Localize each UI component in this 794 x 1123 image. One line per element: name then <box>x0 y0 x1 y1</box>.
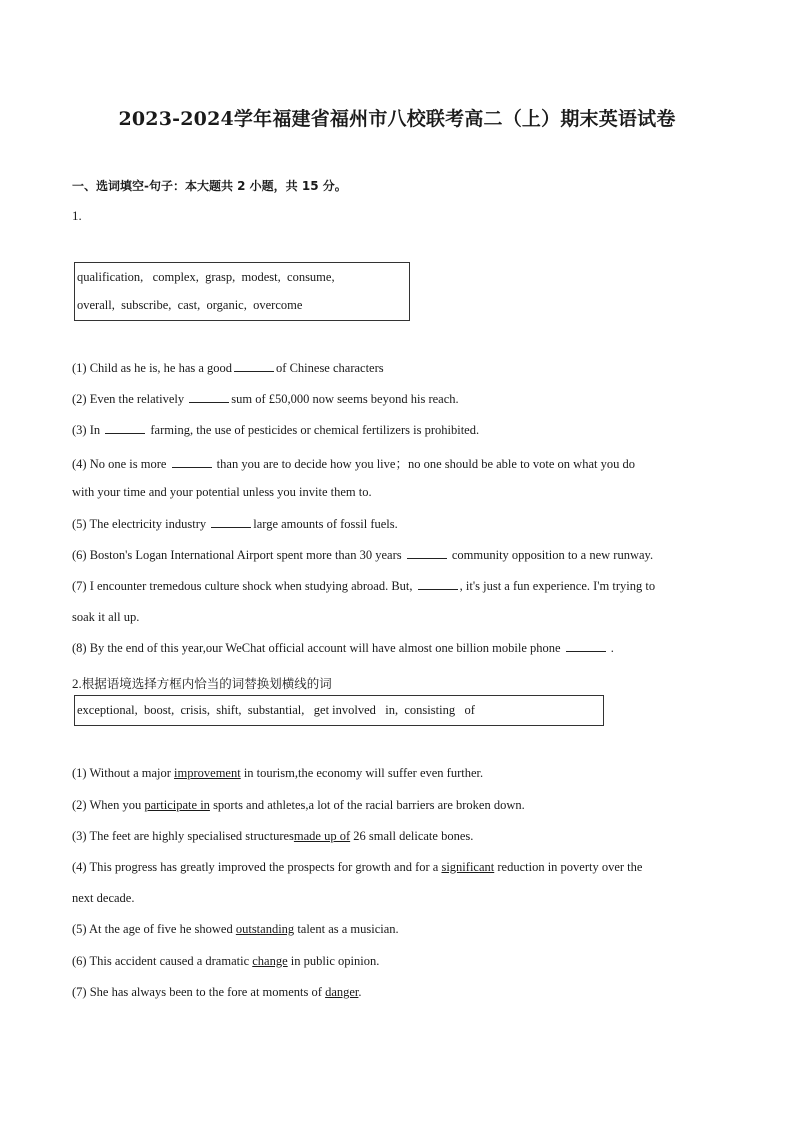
q2-item-5: (5) At the age of five he showed outstanding talent as a musician. <box>72 922 399 936</box>
answer-blank[interactable] <box>172 457 212 468</box>
word-box-1 <box>74 262 410 321</box>
underlined-word: danger <box>325 985 359 999</box>
word-box-1-line-1: qualification, complex, grasp, modest, consume, <box>77 270 335 284</box>
answer-blank[interactable] <box>407 548 447 559</box>
question-number-1: 1. <box>72 208 82 223</box>
q1-item-2: (2) Even the relatively sum of £50,000 now seems beyond his reach. <box>72 392 459 406</box>
page-title: 2023-2024学年福建省福州市八校联考高二（上）期末英语试卷 <box>118 108 676 130</box>
underlined-word: change <box>252 954 288 968</box>
q2-item-4-cont: next decade. <box>72 891 135 905</box>
q1-item-8: (8) By the end of this year,our WeChat official account will have almost one billion mobile phone . <box>72 641 614 655</box>
underlined-word: made up of <box>293 829 351 843</box>
q1-item-7: (7) I encounter tremedous culture shock when studying abroad. But, , it's just a fun experience. I'm trying to <box>72 579 656 593</box>
answer-blank[interactable] <box>418 579 458 590</box>
question-2-header <box>72 674 332 692</box>
section-header: 一、选词填空-句子：本大题共 2 小题，共 15 分。 <box>72 179 347 193</box>
question-number-2: 2. <box>72 676 82 691</box>
underlined-word: improvement <box>174 766 241 780</box>
q1-item-7-cont: soak it all up. <box>72 610 140 624</box>
word-box-2-line: exceptional, boost, crisis, shift, substantial, get involved in, consisting of <box>77 703 475 717</box>
underlined-word: participate in <box>144 798 210 812</box>
answer-blank[interactable] <box>566 641 606 652</box>
q1-item-5: (5) The electricity industry large amounts of fossil fuels. <box>72 517 398 531</box>
q2-item-3: (3) The feet are highly specialised structuresmade up of 26 small delicate bones. <box>72 829 474 843</box>
answer-blank[interactable] <box>189 392 229 403</box>
q2-item-6: (6) This accident caused a dramatic change in public opinion. <box>72 954 380 968</box>
q2-item-2: (2) When you participate in sports and athletes,a lot of the racial barriers are broken down. <box>72 798 525 812</box>
q2-item-4: (4) This progress has greatly improved the prospects for growth and for a significant reduction in poverty over the <box>72 860 643 874</box>
q1-item-4-cont: with your time and your potential unless you invite them to. <box>72 485 372 499</box>
answer-blank[interactable] <box>234 361 274 372</box>
word-box-2 <box>74 695 604 726</box>
q2-item-7: (7) She has always been to the fore at moments of danger. <box>72 985 362 999</box>
q1-item-6: (6) Boston's Logan International Airport spent more than 30 years community opposition to a new runway. <box>72 548 654 562</box>
q2-item-1: (1) Without a major improvement in tourism,the economy will suffer even further. <box>72 766 484 780</box>
underlined-word: significant <box>441 860 495 874</box>
q1-item-3: (3) In farming, the use of pesticides or chemical fertilizers is prohibited. <box>72 423 480 437</box>
q1-item-1: (1) Child as he is, he has a good of Chinese characters <box>72 361 384 375</box>
question-2-instruction: 根据语境选择方框内恰当的词替换划横线的词 <box>81 676 332 691</box>
underlined-word: outstanding <box>235 922 295 936</box>
word-box-1-line-2: overall, subscribe, cast, organic, overcome <box>77 298 303 312</box>
q1-item-4: (4) No one is more than you are to decide how you live；no one should be able to vote on what you do <box>72 457 635 471</box>
answer-blank[interactable] <box>105 423 145 434</box>
answer-blank[interactable] <box>211 517 251 528</box>
